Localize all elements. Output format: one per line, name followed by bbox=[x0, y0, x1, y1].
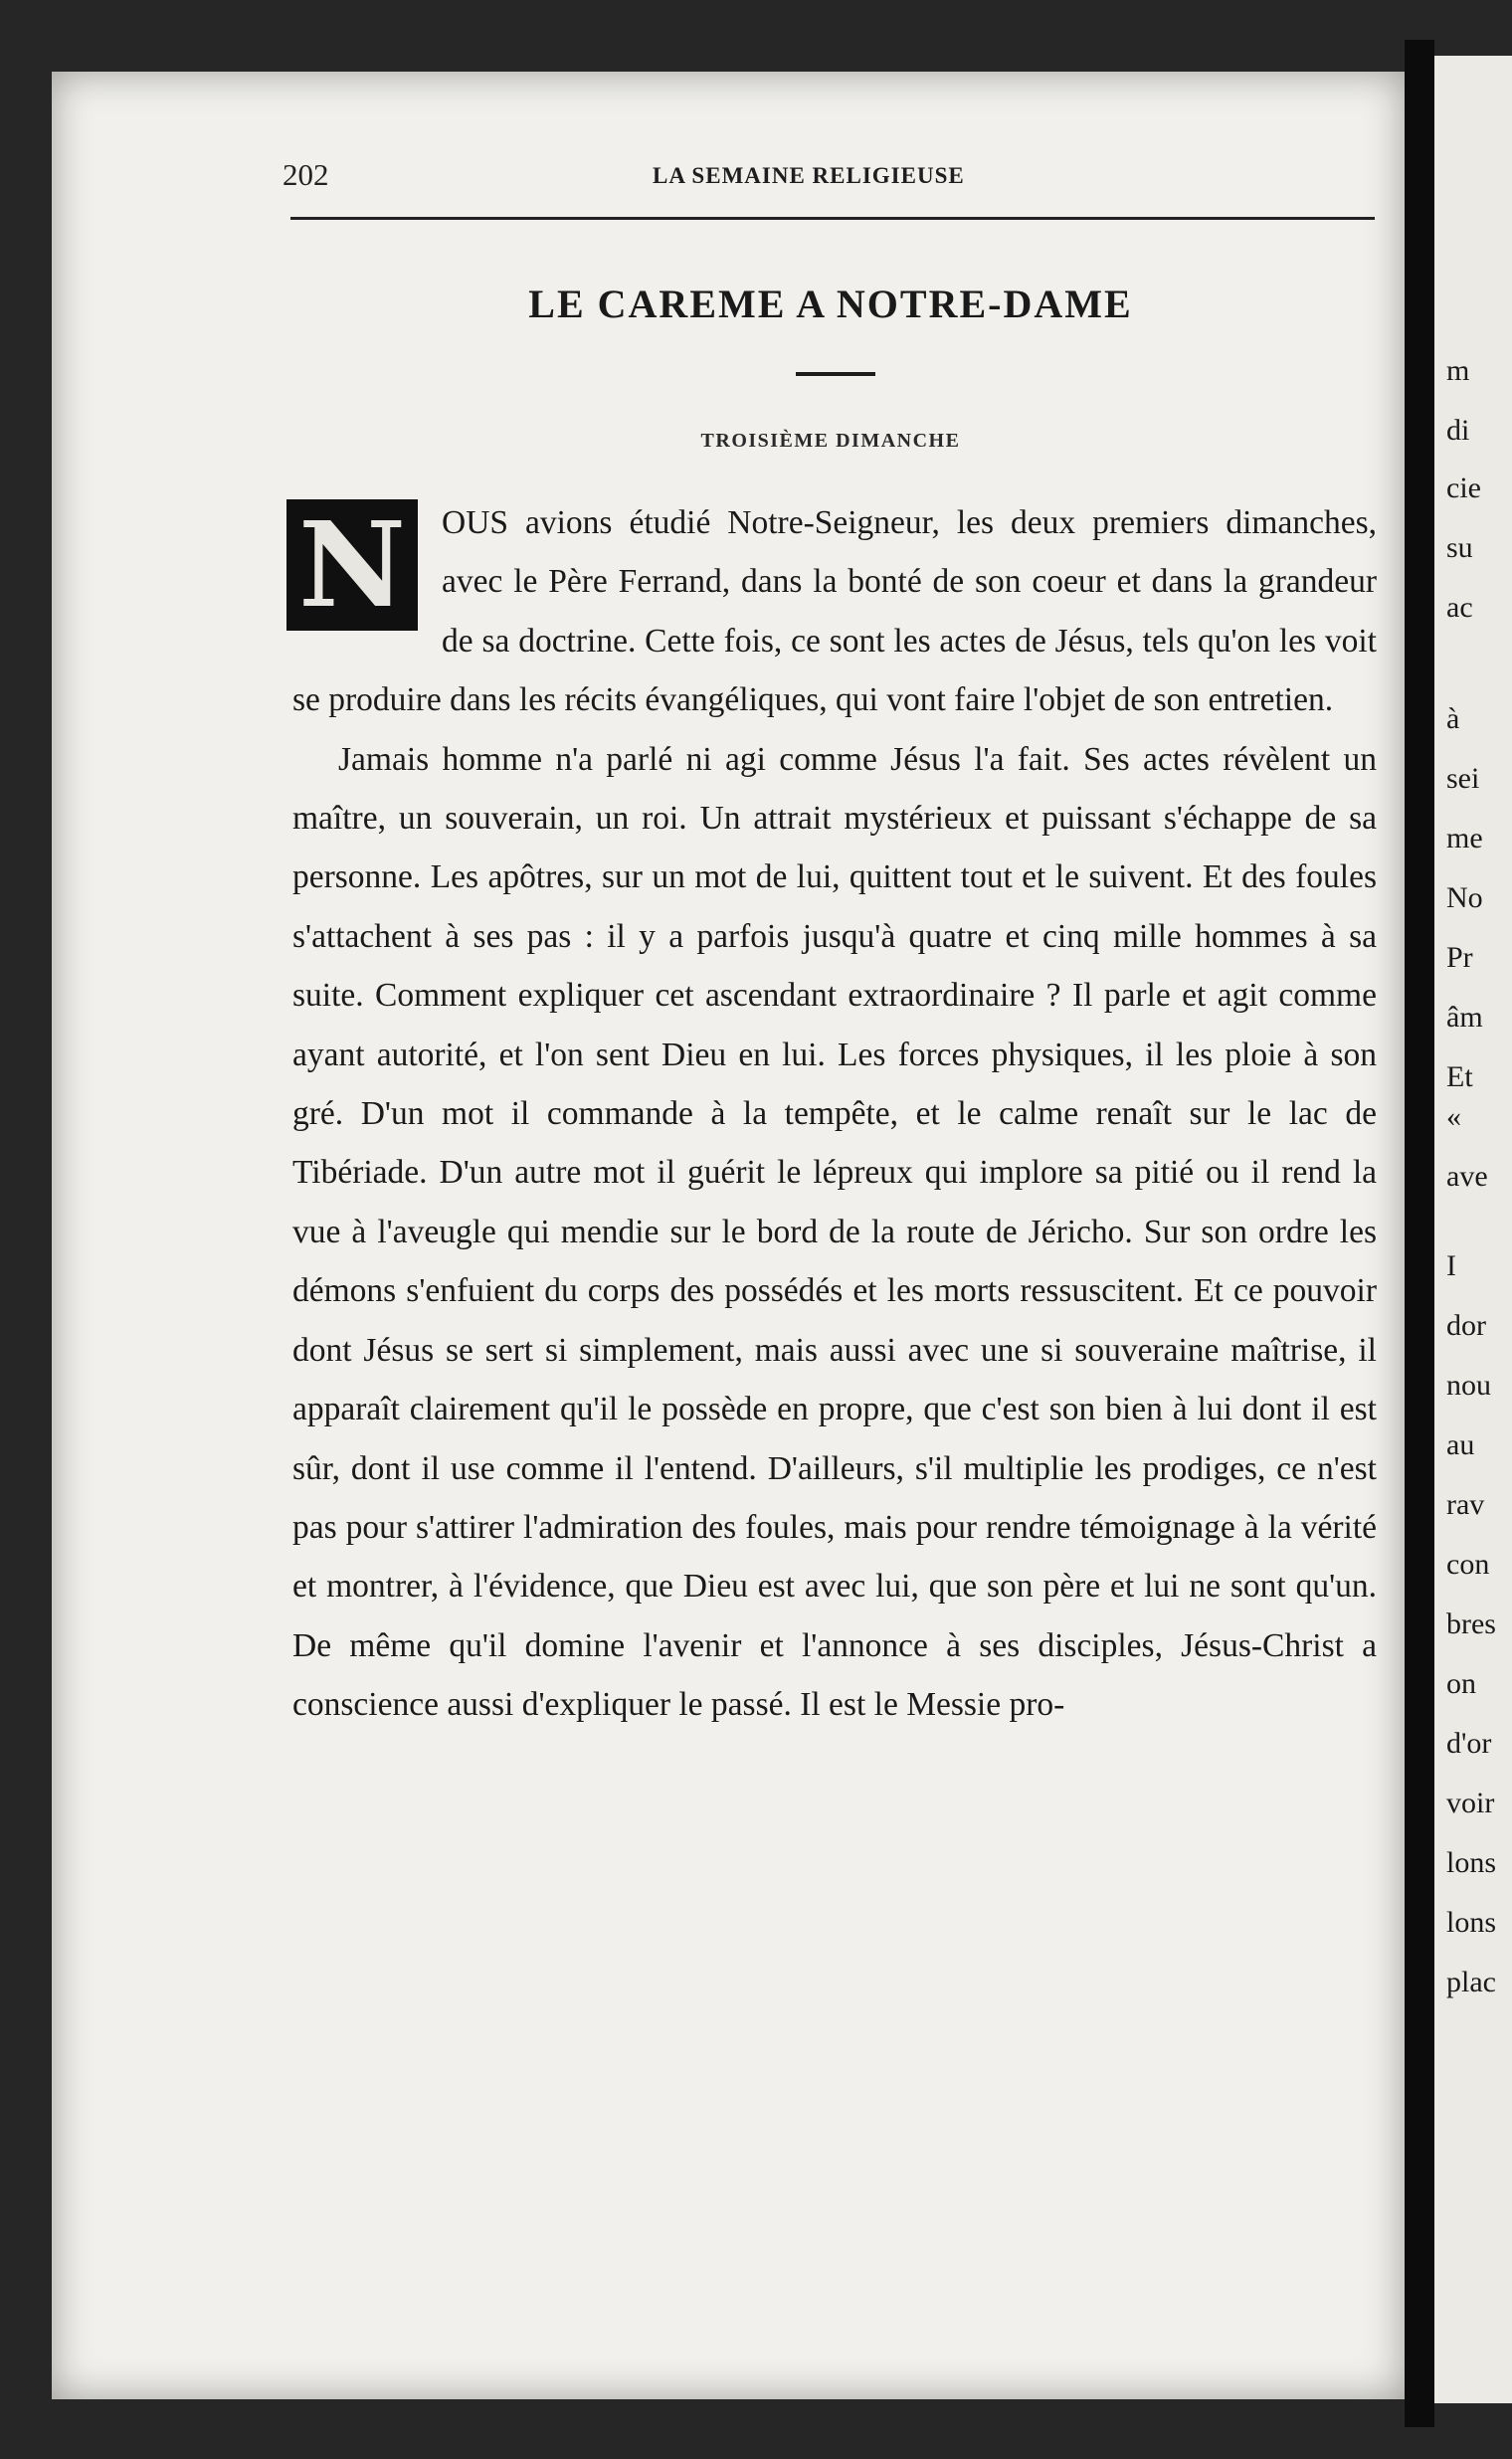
adjacent-page-fragment: No bbox=[1446, 881, 1483, 914]
adjacent-page-fragment: I bbox=[1446, 1249, 1456, 1282]
paragraph-1-text: OUS avions étudié Notre-Seigneur, les deux premiers dimanches, avec le Père Ferrand, dans la bonté de son coeur et dans la grandeur de sa doctrine. Cette fois, ce sont les actes de Jésus, tels qu'on les voit se produire dans les récits évangéliques, qui vont faire l'objet de son entretien. bbox=[292, 504, 1377, 719]
adjacent-page-fragment: ac bbox=[1446, 591, 1473, 624]
adjacent-page-fragment: dor bbox=[1446, 1309, 1486, 1342]
page-number: 202 bbox=[283, 157, 329, 192]
adjacent-page-fragment: à bbox=[1446, 702, 1460, 735]
adjacent-page-fragment: me bbox=[1446, 822, 1483, 854]
paragraph-2: Jamais homme n'a parlé ni agi comme Jésus l'a fait. Ses actes révèlent un maître, un souverain, un roi. Un attrait mystérieux et puissant s'échappe de sa personne. Les apôtres, sur un mot de lui, quittent tout et le suivent. Et des foules s'attachent à ses pas : il y a parfois jusqu'à quatre et cinq mille hommes à sa suite. Comment expliquer cet ascendant extraordinaire ? Il parle et agit comme ayant autorité, et l'on sent Dieu en lui. Les forces physiques, il les ploie à son gré. D'un mot il commande à la tempête, et le calme renaît sur le lac de Tibériade. D'un autre mot il guérit le lépreux qui implore sa pitié ou il rend la vue à l'aveugle qui mendie sur le bord de la route de Jéricho. Sur son ordre les démons s'enfuient du corps des possédés et les morts ressuscitent. Et ce pouvoir dont Jésus se sert si simplement, mais aussi avec une si souveraine maîtrise, il apparaît clairement qu'il le possède en propre, que c'est son bien à lui dont il est sûr, dont il use comme il l'entend. D'ailleurs, s'il multiplie les prodiges, ce n'est pas pour s'attirer l'admiration des foules, mais pour rendre témoignage à la vérité et montrer, à l'évidence, que Dieu est avec lui, que son père et lui ne sont qu'un. De même qu'il domine l'avenir et l'annonce à ses disciples, Jésus-Christ a conscience aussi d'expliquer le passé. Il est le Messie pro- bbox=[292, 740, 1377, 1724]
adjacent-page-fragment: nou bbox=[1446, 1369, 1491, 1402]
adjacent-page-fragment: voir bbox=[1446, 1787, 1495, 1819]
adjacent-page-fragment: on bbox=[1446, 1667, 1476, 1700]
adjacent-page-fragment: bres bbox=[1446, 1608, 1496, 1640]
adjacent-page-fragment: lons bbox=[1446, 1906, 1497, 1939]
adjacent-page-fragment: d'or bbox=[1446, 1727, 1492, 1760]
adjacent-page-fragment: au bbox=[1446, 1428, 1475, 1461]
adjacent-page-fragment: plac bbox=[1446, 1966, 1496, 1998]
adjacent-page-edge bbox=[1434, 56, 1512, 2403]
article-body bbox=[292, 493, 1377, 1735]
adjacent-page-fragment: m bbox=[1446, 354, 1470, 387]
header-rule bbox=[290, 217, 1375, 220]
adjacent-page-fragment: « bbox=[1446, 1100, 1461, 1133]
adjacent-page-fragment: sei bbox=[1446, 762, 1480, 795]
adjacent-page-fragment: con bbox=[1446, 1548, 1490, 1581]
adjacent-page-fragment: cie bbox=[1446, 472, 1481, 504]
adjacent-page-fragment: Pr bbox=[1446, 941, 1473, 974]
adjacent-page-fragment: lons bbox=[1446, 1846, 1497, 1879]
adjacent-page-fragment: ave bbox=[1446, 1160, 1488, 1193]
dropcap-letter: N bbox=[298, 499, 406, 631]
title-rule bbox=[796, 372, 875, 376]
page-header bbox=[235, 151, 1369, 211]
article-title: LE CAREME A NOTRE-DAME bbox=[528, 282, 1133, 326]
adjacent-page-fragment: rav bbox=[1446, 1488, 1485, 1521]
paragraph-1 bbox=[292, 493, 1377, 730]
adjacent-page-fragment: di bbox=[1446, 414, 1470, 447]
adjacent-page-fragment: su bbox=[1446, 531, 1473, 564]
dropcap-ornament bbox=[286, 499, 418, 631]
adjacent-page-fragment: âm bbox=[1446, 1001, 1483, 1034]
page-gutter bbox=[1405, 40, 1434, 2427]
running-head: LA SEMAINE RELIGIEUSE bbox=[653, 163, 965, 188]
adjacent-page-fragment: Et bbox=[1446, 1060, 1473, 1093]
article-subtitle: TROISIÈME DIMANCHE bbox=[700, 430, 961, 452]
